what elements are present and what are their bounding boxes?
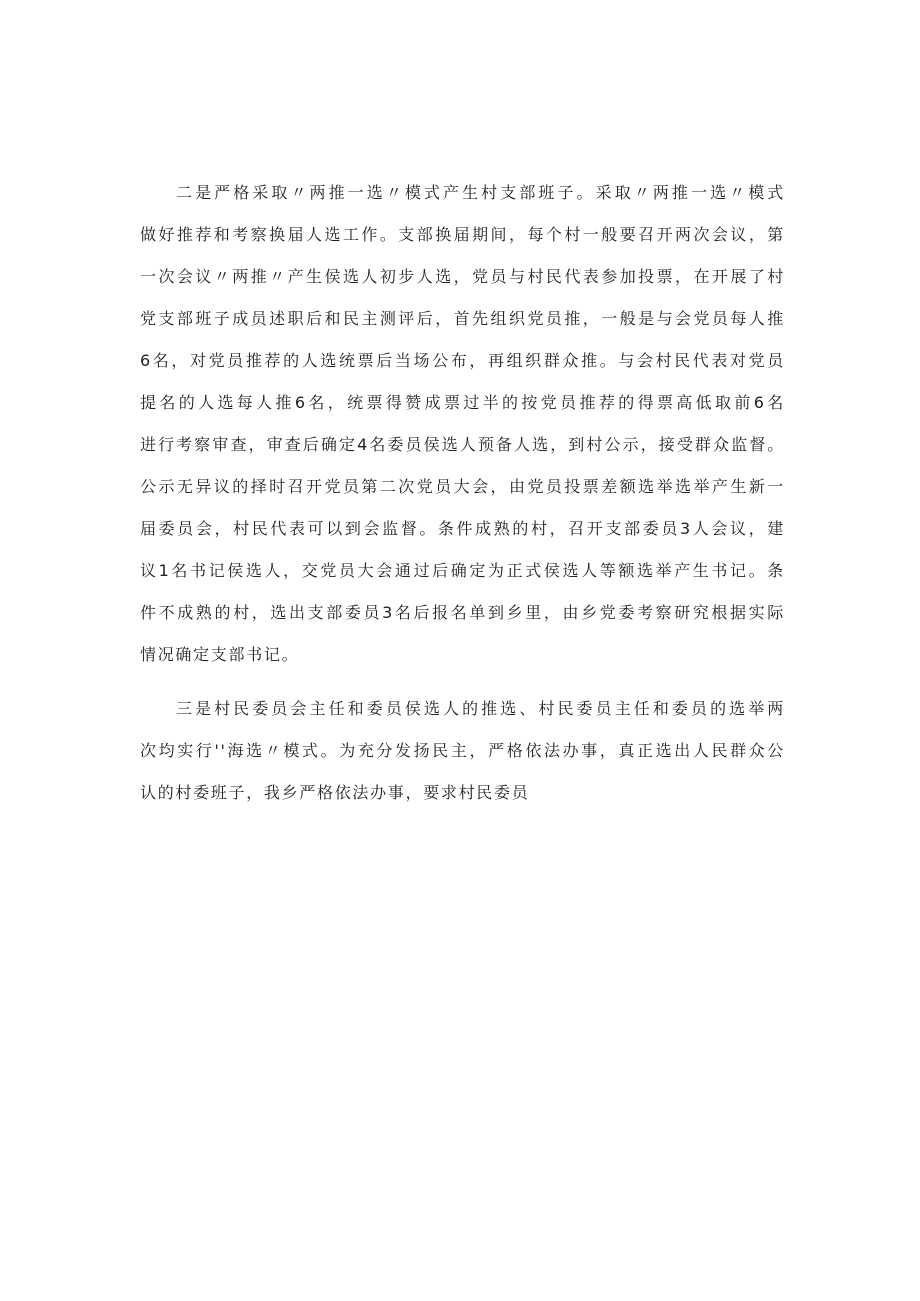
paragraph-line: 一次会议〃两推〃产生侯选人初步人选，党员与村民代表参加投票，在开展了村 (140, 267, 785, 286)
paragraph-two-recommend-one-select (140, 172, 785, 676)
paragraph-line: 党支部班子成员述职后和民主测评后，首先组织党员推，一般是与会党员每人推 (140, 309, 785, 328)
paragraph-line: 6名，对党员推荐的人选统票后当场公布，再组织群众推。与会村民代表对党员 (140, 351, 785, 370)
paragraph-line: 届委员会，村民代表可以到会监督。条件成熟的村，召开支部委员3人会议，建 (140, 519, 785, 538)
paragraph-line: 件不成熟的村，选出支部委员3名后报名单到乡里，由乡党委考察研究根据实际 (140, 603, 785, 622)
paragraph-line: 二是严格采取〃两推一选〃模式产生村支部班子。采取〃两推一选〃模式 (176, 183, 785, 202)
paragraph-line: 议1名书记侯选人，交党员大会通过后确定为正式侯选人等额选举产生书记。条 (140, 561, 785, 580)
paragraph-line: 提名的人选每人推6名，统票得赞成票过半的按党员推荐的得票高低取前6名 (140, 393, 785, 412)
paragraph-line: 进行考察审查，审查后确定4名委员侯选人预备人选，到村公示，接受群众监督。 (140, 435, 785, 454)
document-body (140, 172, 785, 814)
paragraph-sea-election (140, 688, 785, 814)
paragraph-line: 公示无异议的择时召开党员第二次党员大会，由党员投票差额选举选举产生新一 (140, 477, 785, 496)
paragraph-line: 次均实行''海选〃模式。为充分发扬民主，严格依法办事，真正选出人民群众公 (140, 741, 785, 760)
paragraph-line: 情况确定支部书记。 (140, 645, 300, 664)
paragraph-gap (140, 676, 785, 688)
paragraph-line: 认的村委班子，我乡严格依法办事，要求村民委员 (140, 783, 530, 802)
paragraph-line: 三是村民委员会主任和委员侯选人的推选、村民委员主任和委员的选举两 (176, 699, 785, 718)
paragraph-line: 做好推荐和考察换届人选工作。支部换届期间，每个村一般要召开两次会议，第 (140, 225, 785, 244)
